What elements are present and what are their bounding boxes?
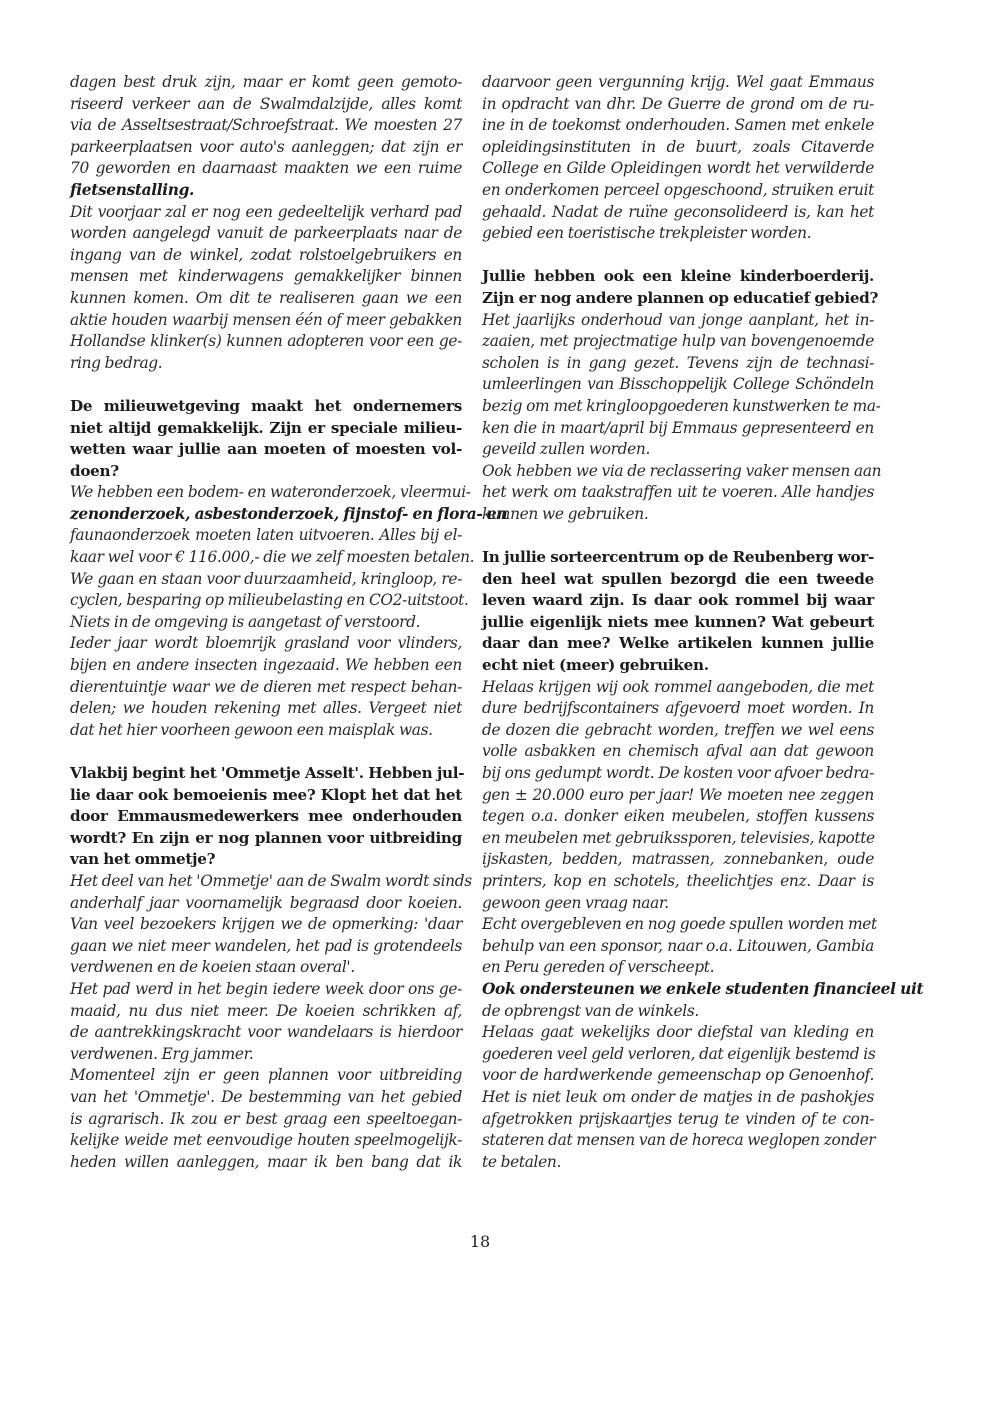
text-line: zaaien, met projectmatige hulp van bovengenoemde	[482, 332, 874, 351]
question-heading-line: echt niet (meer) gebruiken.	[482, 656, 709, 675]
text-line: gebied een toeristische trekpleister worden.	[482, 224, 812, 243]
question-heading-line: niet altijd gemakkelijk. Zijn er speciale milieu-	[70, 418, 462, 437]
text-line: 70 geworden en daarnaast maakten we een ruime	[70, 159, 462, 178]
text-line: kaar wel voor € 116.000,- die we zelf moesten betalen.	[70, 548, 475, 567]
text-line: cyclen, besparing op milieubelasting en CO2-uitstoot.	[70, 591, 469, 610]
text-line: in opdracht van dhr. De Guerre de grond om de ru-	[482, 94, 874, 113]
text-line: Van veel bezoekers krijgen we de opmerking: 'daar	[70, 915, 462, 934]
text-line: heden willen aanleggen, maar ik ben bang dat ik	[70, 1152, 462, 1171]
question-heading-line: De milieuwetgeving maakt het ondernemers	[70, 396, 462, 415]
question-heading-line: doen?	[70, 461, 119, 480]
right-column	[482, 72, 924, 1173]
text-line: de opbrengst van de winkels.	[482, 1001, 699, 1020]
paragraph-gap	[70, 741, 462, 763]
text-line: tegen o.a. donker eiken meubelen, stoffen kussens	[482, 807, 874, 826]
text-line: faunaonderzoek moeten laten uitvoeren. Alles bij el-	[70, 526, 462, 545]
text-line: We gaan en staan voor duurzaamheid, kringloop, re-	[70, 569, 462, 588]
question-heading-line: Zijn er nog andere plannen op educatief gebied?	[482, 288, 879, 307]
text-line: voor de hardwerkende gemeenschap op Genoenhof.	[482, 1066, 874, 1085]
intro-paragraph	[482, 72, 874, 245]
text-line: ring bedrag.	[70, 353, 163, 372]
text-line: de aantrekkingskracht voor wandelaars is hierdoor	[70, 1023, 462, 1042]
text-line: verdwenen. Erg jammer.	[70, 1044, 254, 1063]
text-line: is agrarisch. Ik zou er best graag een speeltoegan-	[70, 1109, 462, 1128]
intro-paragraph	[70, 72, 462, 374]
text-line: aktie houden waarbij mensen één of meer gebakken	[70, 310, 462, 329]
text-line: opleidingsinstituten in de buurt, zoals Citaverde	[482, 137, 874, 156]
question-heading-line: van het ommetje?	[70, 850, 216, 869]
text-line: We hebben een bodem- en wateronderzoek, vleermui-	[70, 483, 471, 502]
section-sorteercentrum	[482, 547, 924, 1173]
text-line: Echt overgebleven en nog goede spullen worden met	[482, 915, 877, 934]
question-heading-line: lie daar ook bemoeienis mee? Klopt het dat het	[70, 785, 462, 804]
text-line: bijen en andere insecten ingezaaid. We hebben een	[70, 656, 462, 675]
text-line: gehaald. Nadat de ruïne geconsolideerd is, kan het	[482, 202, 874, 221]
text-line: gaan we niet meer wandelen, het pad is grotendeels	[70, 936, 462, 955]
section-ommetje	[70, 763, 472, 1173]
text-line: scholen is in gang gezet. Tevens zijn de technasi-	[482, 353, 874, 372]
section-environment	[70, 396, 508, 742]
text-line: ingang van de winkel, zodat rolstoelgebruikers en	[70, 245, 462, 264]
text-line: Het jaarlijks onderhoud van jonge aanplant, het in-	[482, 310, 874, 329]
text-line: dagen best druk zijn, maar er komt geen gemoto-	[70, 73, 462, 91]
question-heading-line: den heel wat spullen bezorgd die een tweede	[482, 569, 874, 588]
text-line: umleerlingen van Bisschoppelijk College Schöndeln	[482, 375, 874, 394]
text-line: parkeerplaatsen voor auto's aanleggen; dat zijn er	[70, 137, 462, 156]
text-line: en Peru gereden of verscheept.	[482, 958, 715, 977]
text-line: bezig om met kringloopgoederen kunstwerken te ma-	[482, 396, 881, 415]
text-line: Hollandse klinker(s) kunnen adopteren voor een ge-	[70, 332, 462, 351]
text-line: delen; we houden rekening met alles. Vergeet niet	[70, 699, 462, 718]
text-line: ine in de toekomst onderhouden. Samen met enkele	[482, 116, 874, 135]
text-line: Dit voorjaar zal er nog een gedeeltelijk verhard pad	[70, 202, 462, 221]
page-number: 18	[469, 1232, 491, 1251]
text-line: de dozen die gebracht worden, treffen we wel eens	[482, 720, 874, 739]
text-line: behulp van een sponsor, naar o.a. Litouwen, Gambia	[482, 936, 874, 955]
question-heading-line: wordt? En zijn er nog plannen voor uitbreiding	[70, 828, 462, 847]
question-heading-line: Vlakbij begint het 'Ommetje Asselt'. Hebben jul-	[70, 764, 465, 782]
question-heading-line: wetten waar jullie aan moeten of moesten vol-	[70, 440, 462, 459]
text-line: Helaas krijgen wij ook rommel aangeboden, die met	[482, 677, 874, 696]
text-line: Het deel van het 'Ommetje' aan de Swalm wordt sinds	[70, 871, 472, 890]
bold-text-line: Ook ondersteunen we enkele studenten financieel uit	[482, 979, 924, 998]
bold-text-line: fietsenstalling.	[70, 180, 195, 199]
question-heading-line: door Emmausmedewerkers mee onderhouden	[70, 807, 462, 826]
text-line: kunnen komen. Om dit te realiseren gaan we een	[70, 288, 462, 307]
text-line: gewoon geen vraag naar.	[482, 893, 669, 912]
section-kinderboerderij	[482, 266, 882, 525]
text-line: maaid, nu dus niet meer. De koeien schrikken af,	[70, 1001, 462, 1020]
text-line: en onderkomen perceel opgeschoond, struiken eruit	[482, 180, 874, 199]
text-line: verdwenen en de koeien staan overal'.	[70, 958, 355, 977]
text-line: stateren dat mensen van de horeca weglopen zonder	[482, 1131, 876, 1150]
question-heading-line: leven waard zijn. Is daar ook rommel bij waar	[482, 591, 874, 610]
text-line: dure bedrijfscontainers afgevoerd moet worden. In	[482, 699, 874, 718]
text-line: goederen veel geld verloren, dat eigenlijk bestemd is	[482, 1044, 876, 1063]
text-line: afgetrokken prijskaartjes terug te vinden of te con-	[482, 1109, 874, 1128]
question-heading-line: jullie eigenlijk niets mee kunnen? Wat gebeurt	[482, 612, 874, 631]
text-line: Ieder jaar wordt bloemrijk grasland voor vlinders,	[70, 634, 462, 653]
text-line: het werk om taakstraffen uit te voeren. Alle handjes	[482, 483, 874, 502]
text-line: ken die in maart/april bij Emmaus gepresenteerd en	[482, 418, 874, 437]
text-line: Het pad werd in het begin iedere week door ons ge-	[70, 979, 462, 998]
paragraph-gap	[482, 245, 874, 267]
text-line: daarvoor geen vergunning krijg. Wel gaat Emmaus	[482, 73, 874, 91]
question-heading-line: Jullie hebben ook een kleine kinderboerderij.	[482, 267, 874, 286]
question-heading-line: daar dan mee? Welke artikelen kunnen jullie	[482, 634, 874, 653]
text-line: bij ons gedumpt wordt. De kosten voor afvoer bedra-	[482, 764, 874, 782]
paragraph-gap	[482, 525, 874, 547]
text-line: dat het hier voorheen gewoon een maisplak was.	[70, 720, 433, 739]
paragraph-gap	[70, 374, 462, 396]
text-line: riseerd verkeer aan de Swalmdalzijde, alles komt	[70, 94, 462, 113]
text-line: volle asbakken en chemisch afval aan dat gewoon	[482, 742, 874, 761]
text-line: te betalen.	[482, 1152, 561, 1171]
text-line: ijskasten, bedden, matrassen, zonnebanken, oude	[482, 850, 874, 869]
text-line: kelijke weide met eenvoudige houten speelmogelijk-	[70, 1131, 462, 1150]
text-line: Helaas gaat wekelijks door diefstal van kleding en	[482, 1023, 874, 1042]
text-line: via de Asseltsestraat/Schroefstraat. We moesten 27	[70, 116, 462, 135]
bold-text-line: zenonderzoek, asbestonderzoek, fijnstof- en flora- en	[70, 504, 508, 523]
text-line: geveild zullen worden.	[482, 440, 650, 459]
left-column	[70, 72, 508, 1173]
text-line: worden aangelegd vanuit de parkeerplaats naar de	[70, 224, 462, 243]
text-line: gen ± 20.000 euro per jaar! We moeten nee zeggen	[482, 785, 874, 804]
text-line: Niets in de omgeving is aangetast of verstoord.	[70, 612, 421, 631]
text-line: Momenteel zijn er geen plannen voor uitbreiding	[70, 1066, 462, 1085]
text-line: kunnen we gebruiken.	[482, 504, 649, 523]
text-line: Ook hebben we via de reclassering vaker mensen aan	[482, 461, 882, 480]
question-heading-line: In jullie sorteercentrum op de Reubenberg wor-	[482, 548, 874, 567]
text-line: printers, kop en schotels, theelichtjes enz. Daar is	[482, 871, 874, 890]
text-line: Het is niet leuk om onder de matjes in de pashokjes	[482, 1087, 874, 1106]
text-line: van het 'Ommetje'. De bestemming van het gebied	[70, 1087, 462, 1106]
text-line: anderhalf jaar voornamelijk begraasd door koeien.	[70, 893, 462, 912]
text-line: College en Gilde Opleidingen wordt het verwilderde	[482, 159, 874, 178]
text-line: en meubelen met gebruikssporen, televisies, kapotte	[482, 828, 875, 847]
text-line: dierentuintje waar we de dieren met respect behan-	[70, 677, 462, 696]
text-line: mensen met kinderwagens gemakkelijker binnen	[70, 267, 462, 286]
